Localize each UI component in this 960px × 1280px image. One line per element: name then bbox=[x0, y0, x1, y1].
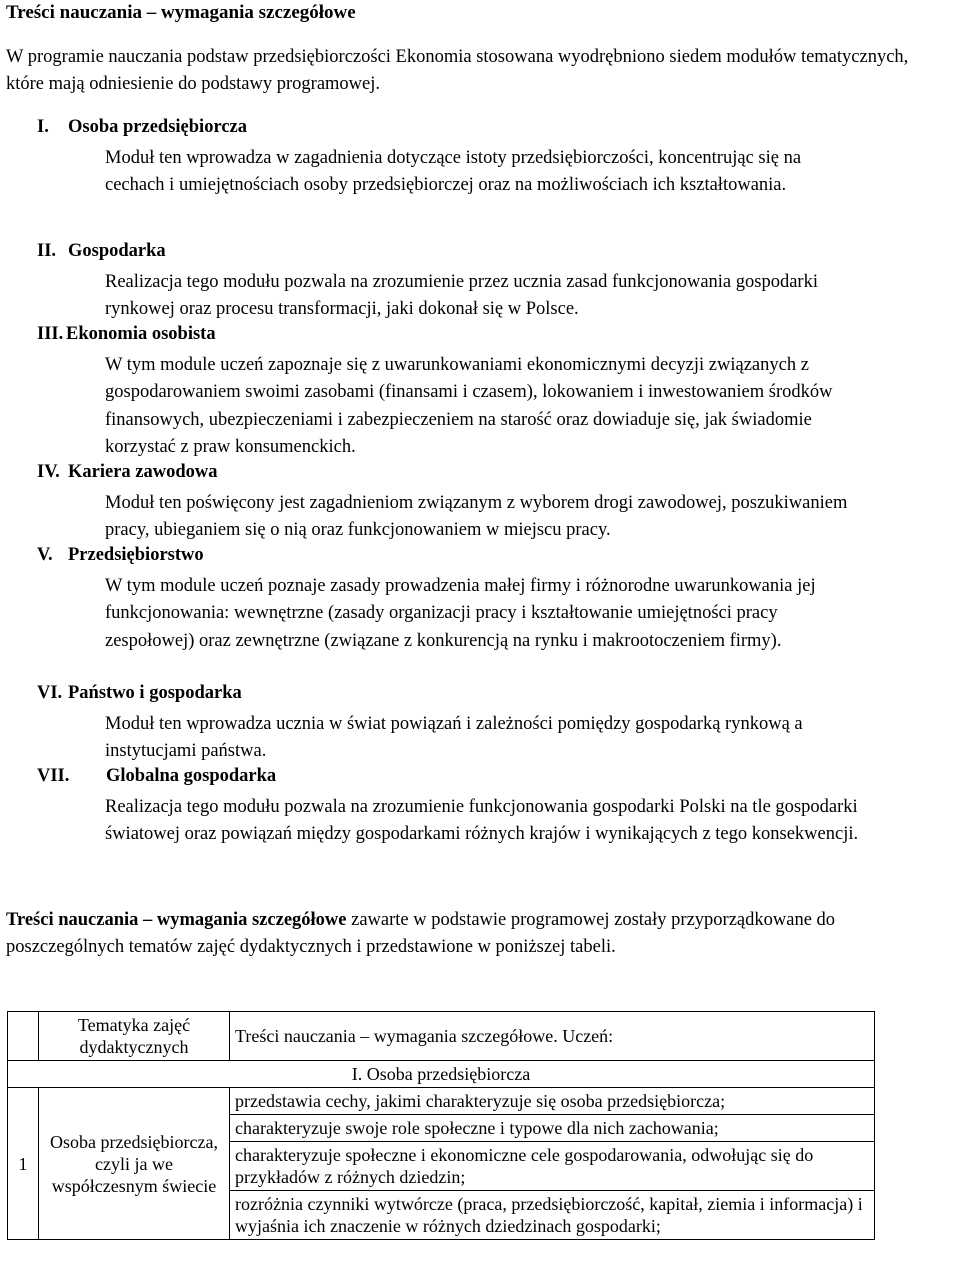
module-title: Ekonomia osobista bbox=[66, 324, 216, 344]
module-description: Moduł ten poświęcony jest zagadnieniom związanym z wyborem drogi zawodowej, poszukiwaniem pracy, ubieganiem się o nią oraz funkcjonowaniem w miejscu pracy. bbox=[105, 492, 848, 540]
row-number: 1 bbox=[8, 1088, 39, 1240]
module-description: Realizacja tego modułu pozwala na zrozumienie przez ucznia zasad funkcjonowania gospodarki rynkowej oraz procesu transformacji, jaki dokonał się w Polsce. bbox=[105, 271, 818, 319]
requirement-item: charakteryzuje swoje role społeczne i typowe dla nich zachowania; bbox=[230, 1115, 875, 1142]
module-description: W tym module uczeń poznaje zasady prowadzenia małej firmy i różnorodne uwarunkowania jej funkcjonowania: wewnętrzne (zasady organizacji pracy i kształtowanie umiejętności pracy zespołowej) oraz zewnętrzne (związane z konkurencją na rynku i makrootoczeniem firmy). bbox=[105, 575, 816, 651]
module-item bbox=[0, 545, 960, 683]
row-topic: Osoba przedsiębiorcza, czyli ja we współczesnym świecie bbox=[39, 1088, 230, 1240]
module-number: VII. bbox=[37, 766, 70, 786]
curriculum-table bbox=[7, 1011, 875, 1240]
module-number: V. bbox=[37, 545, 53, 565]
module-number: IV. bbox=[37, 462, 60, 482]
table-row bbox=[8, 1088, 875, 1115]
table-header-row bbox=[8, 1012, 875, 1061]
table-intro-text: zawarte w podstawie programowej zostały przyporządkowane do poszczególnych tematów zajęć dydaktycznych i przedstawione w poniższej tabeli. bbox=[6, 910, 836, 957]
module-number: VI. bbox=[37, 683, 63, 703]
header-topic: Tematyka zajęć dydaktycznych bbox=[39, 1012, 230, 1061]
section-title: I. Osoba przedsiębiorcza bbox=[8, 1061, 875, 1088]
table-section-row bbox=[8, 1061, 875, 1088]
module-number: II. bbox=[37, 241, 57, 261]
module-item bbox=[0, 324, 960, 462]
module-description: Realizacja tego modułu pozwala na zrozumienie funkcjonowania gospodarki Polski na tle gospodarki światowej oraz powiązań między gospodarkami różnych krajów i wynikających z tego konsekwencji. bbox=[105, 796, 859, 844]
module-item bbox=[0, 241, 960, 324]
module-title: Przedsiębiorstwo bbox=[68, 545, 204, 565]
module-title: Kariera zawodowa bbox=[68, 462, 218, 482]
module-description: Moduł ten wprowadza ucznia w świat powiązań i zależności pomiędzy gospodarką rynkową a instytucjami państwa. bbox=[105, 713, 803, 761]
requirement-item: charakteryzuje społeczne i ekonomiczne cele gospodarowania, odwołując się do przykładów z różnych dziedzin; bbox=[230, 1142, 875, 1191]
module-item bbox=[0, 683, 960, 766]
table-intro-paragraph bbox=[6, 907, 946, 961]
module-item bbox=[0, 462, 960, 545]
module-item bbox=[0, 766, 960, 876]
module-description: Moduł ten wprowadza w zagadnienia dotyczące istoty przedsiębiorczości, koncentrując się na cechach i umiejętnościach osoby przedsiębiorczej oraz na możliwościach ich kształtowania. bbox=[105, 147, 802, 195]
module-number: III. bbox=[37, 324, 64, 344]
module-item bbox=[0, 117, 960, 241]
module-number: I. bbox=[37, 117, 49, 137]
table-intro-bold: Treści nauczania – wymagania szczegółowe bbox=[6, 910, 347, 930]
requirement-item: rozróżnia czynniki wytwórcze (praca, przedsiębiorczość, kapitał, ziemia i informacja) i wyjaśnia ich znaczenie w różnych dziedzinach gospodarki; bbox=[230, 1191, 875, 1240]
header-content: Treści nauczania – wymagania szczegółowe. Uczeń: bbox=[230, 1012, 875, 1061]
intro-paragraph: W programie nauczania podstaw przedsiębiorczości Ekonomia stosowana wyodrębniono siedem modułów tematycznych, które mają odniesienie do podstawy programowej. bbox=[6, 47, 909, 94]
requirement-item: przedstawia cechy, jakimi charakteryzuje się osoba przedsiębiorcza; bbox=[230, 1088, 875, 1115]
header-number bbox=[8, 1012, 39, 1061]
module-title: Gospodarka bbox=[68, 241, 166, 261]
module-list bbox=[0, 117, 960, 876]
module-description: W tym module uczeń zapoznaje się z uwarunkowaniami ekonomicznymi decyzji związanych z gospodarowaniem swoimi zasobami (finansami i czasem), lokowaniem i inwestowaniem środków finansowych, ubezpieczeniami i zabezpieczeniem na starość oraz dowiaduje się, jak świadomie korzystać z praw konsumenckich. bbox=[105, 354, 833, 457]
section-heading: Treści nauczania – wymagania szczegółowe bbox=[6, 2, 356, 23]
module-title: Osoba przedsiębiorcza bbox=[68, 117, 247, 137]
module-title: Globalna gospodarka bbox=[106, 766, 277, 786]
module-title: Państwo i gospodarka bbox=[68, 683, 242, 703]
